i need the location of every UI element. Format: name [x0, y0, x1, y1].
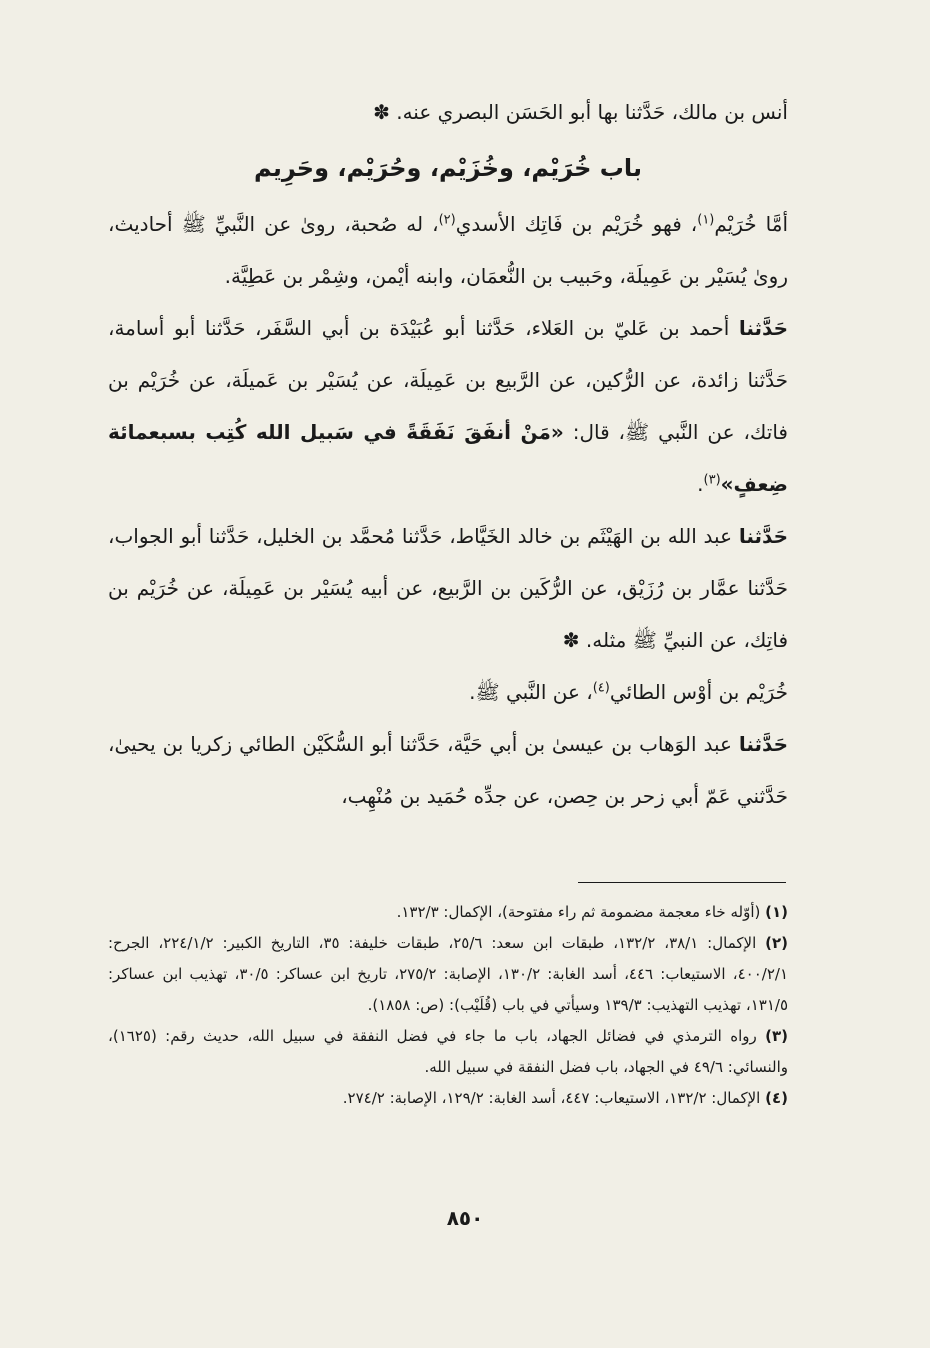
footnote-number: (٣) — [765, 1027, 788, 1045]
footnote-text: (أوّله خاء معجمة مضمومة ثم راء مفتوحة)، الإكمال: ١٣٢/٣. — [396, 903, 761, 921]
footnote-number: (٢) — [765, 934, 789, 952]
footnote-4 — [108, 1083, 788, 1114]
paragraph-2 — [108, 302, 788, 510]
section-heading: باب خُرَيْم، وخُزَيْم، وحُرَيْم، وحَرِيم — [254, 154, 642, 182]
para3-lead: حَدَّثنا — [738, 524, 788, 548]
para5-text: عبد الوَهاب بن عيسىٰ بن أبي حَيَّة، حَدَّثنا أبو السُّكَيْن الطائي زكريا بن يحيىٰ، حَدَّثني عَمّ أبي زحر بن حِصن، عن جدِّه حُمَيد بن مُنْهِب، — [108, 732, 788, 808]
para4-text: خُرَيْم بن أوْس الطائي — [609, 680, 788, 704]
para5-lead: حَدَّثنا — [738, 732, 788, 756]
footnote-ref-1[interactable]: (١) — [697, 212, 715, 228]
para2-end: . — [697, 472, 704, 496]
paragraph-3 — [108, 510, 788, 666]
footnote-ref-3[interactable]: (٣) — [703, 472, 721, 488]
paragraph-4 — [108, 666, 788, 718]
main-text — [108, 86, 788, 822]
footnotes — [108, 897, 788, 1114]
footnote-ref-2[interactable]: (٢) — [438, 212, 456, 228]
footnote-2 — [108, 928, 788, 1021]
opening-line-text: أنس بن مالك، حَدَّثنا بها أبو الحَسَن البصري عنه. ✽ — [373, 100, 788, 124]
footnote-text: الإكمال: ٣٨/١، ١٣٢/٢، طبقات ابن سعد: ٢٥/٦، طبقات خليفة: ٣٥، التاريخ الكبير: ٢٢٤/١/٢، الجرح: ٤٠٠/٢/١، الاستيعاب: ٤٤٦، أسد الغابة: ١٣٠/٢، الإصابة: ٢٧٥/٢، تاريخ ابن عساكر: ٣٠/٥، تهذيب ابن عساكر: ١٣١/٥، تهذيب التهذيب: ١٣٩/٣ وسيأتي في باب (قُلَيْب): (ص: ١٨٥٨). — [108, 934, 788, 1014]
para3-text: عبد الله بن الهَيْثَم بن خالد الخَيَّاط، حَدَّثنا مُحمَّد بن الخليل، حَدَّثنا أبو الجواب، حَدَّثنا عمَّار بن رُزَيْق، عن الرُّكَين بن الرَّبيع، عن أبيه يُسَيْر بن عَمِيلَة، عن خُرَيْم بن فاتِك، عن النبيِّ ﷺ مثله. ✽ — [108, 524, 788, 652]
paragraph-1 — [108, 198, 788, 302]
footnote-number: (٤) — [765, 1089, 788, 1107]
footnote-text: رواه الترمذي في فضائل الجهاد، باب ما جاء في فضل النفقة في سبيل الله، حديث رقم: (١٦٢٥)، والنسائي: ٤٩/٦ في الجهاد، باب فضل النفقة في سبيل الله. — [108, 1027, 788, 1076]
para1-text: أمَّا خُرَيْم — [714, 212, 789, 236]
hadith-quote: «مَنْ أنفَقَ نَفَقَةً في سَبيل الله كُتِب بسبعمائة ضِعفٍ» — [108, 420, 788, 496]
footnote-divider — [578, 882, 786, 883]
footnote-ref-4[interactable]: (٤) — [592, 680, 610, 696]
para1-text3: ، له صُحبة، روىٰ عن النَّبيِّ ﷺ أحاديث، روىٰ يُسَيْر بن عَمِيلَة، وحَبيب بن النُّعمَان، وابنه أيْمن، وشِمْر بن عَطِيَّة. — [108, 212, 788, 288]
page-number: ٨٥٠ — [446, 1206, 484, 1230]
footnote-number: (١) — [765, 903, 788, 921]
footnote-text: الإكمال: ١٣٢/٢، الاستيعاب: ٤٤٧، أسد الغابة: ١٢٩/٢، الإصابة: ٢٧٤/٢. — [342, 1089, 761, 1107]
opening-line — [108, 86, 788, 138]
para2-text: أحمد بن عَليّ بن العَلاء، حَدَّثنا أبو عُبَيْدَة بن أبي السَّفَر، حَدَّثنا أبو أسامة، حَدَّثنا زائدة، عن الرُّكين، عن الرَّبيع بن عَمِيلَة، عن يُسَيْر بن عَميلَة، عن خُرَيْم بن فاتك، عن النَّبي ﷺ، قال: — [108, 316, 788, 444]
para4-text2: ، عن النَّبي ﷺ. — [469, 680, 593, 704]
footnote-3 — [108, 1021, 788, 1083]
footnote-1 — [108, 897, 788, 928]
para2-lead: حَدَّثنا — [738, 316, 788, 340]
para1-text2: ، فهو خُرَيْم بن فَاتِك الأسدي — [455, 212, 698, 236]
paragraph-5 — [108, 718, 788, 822]
